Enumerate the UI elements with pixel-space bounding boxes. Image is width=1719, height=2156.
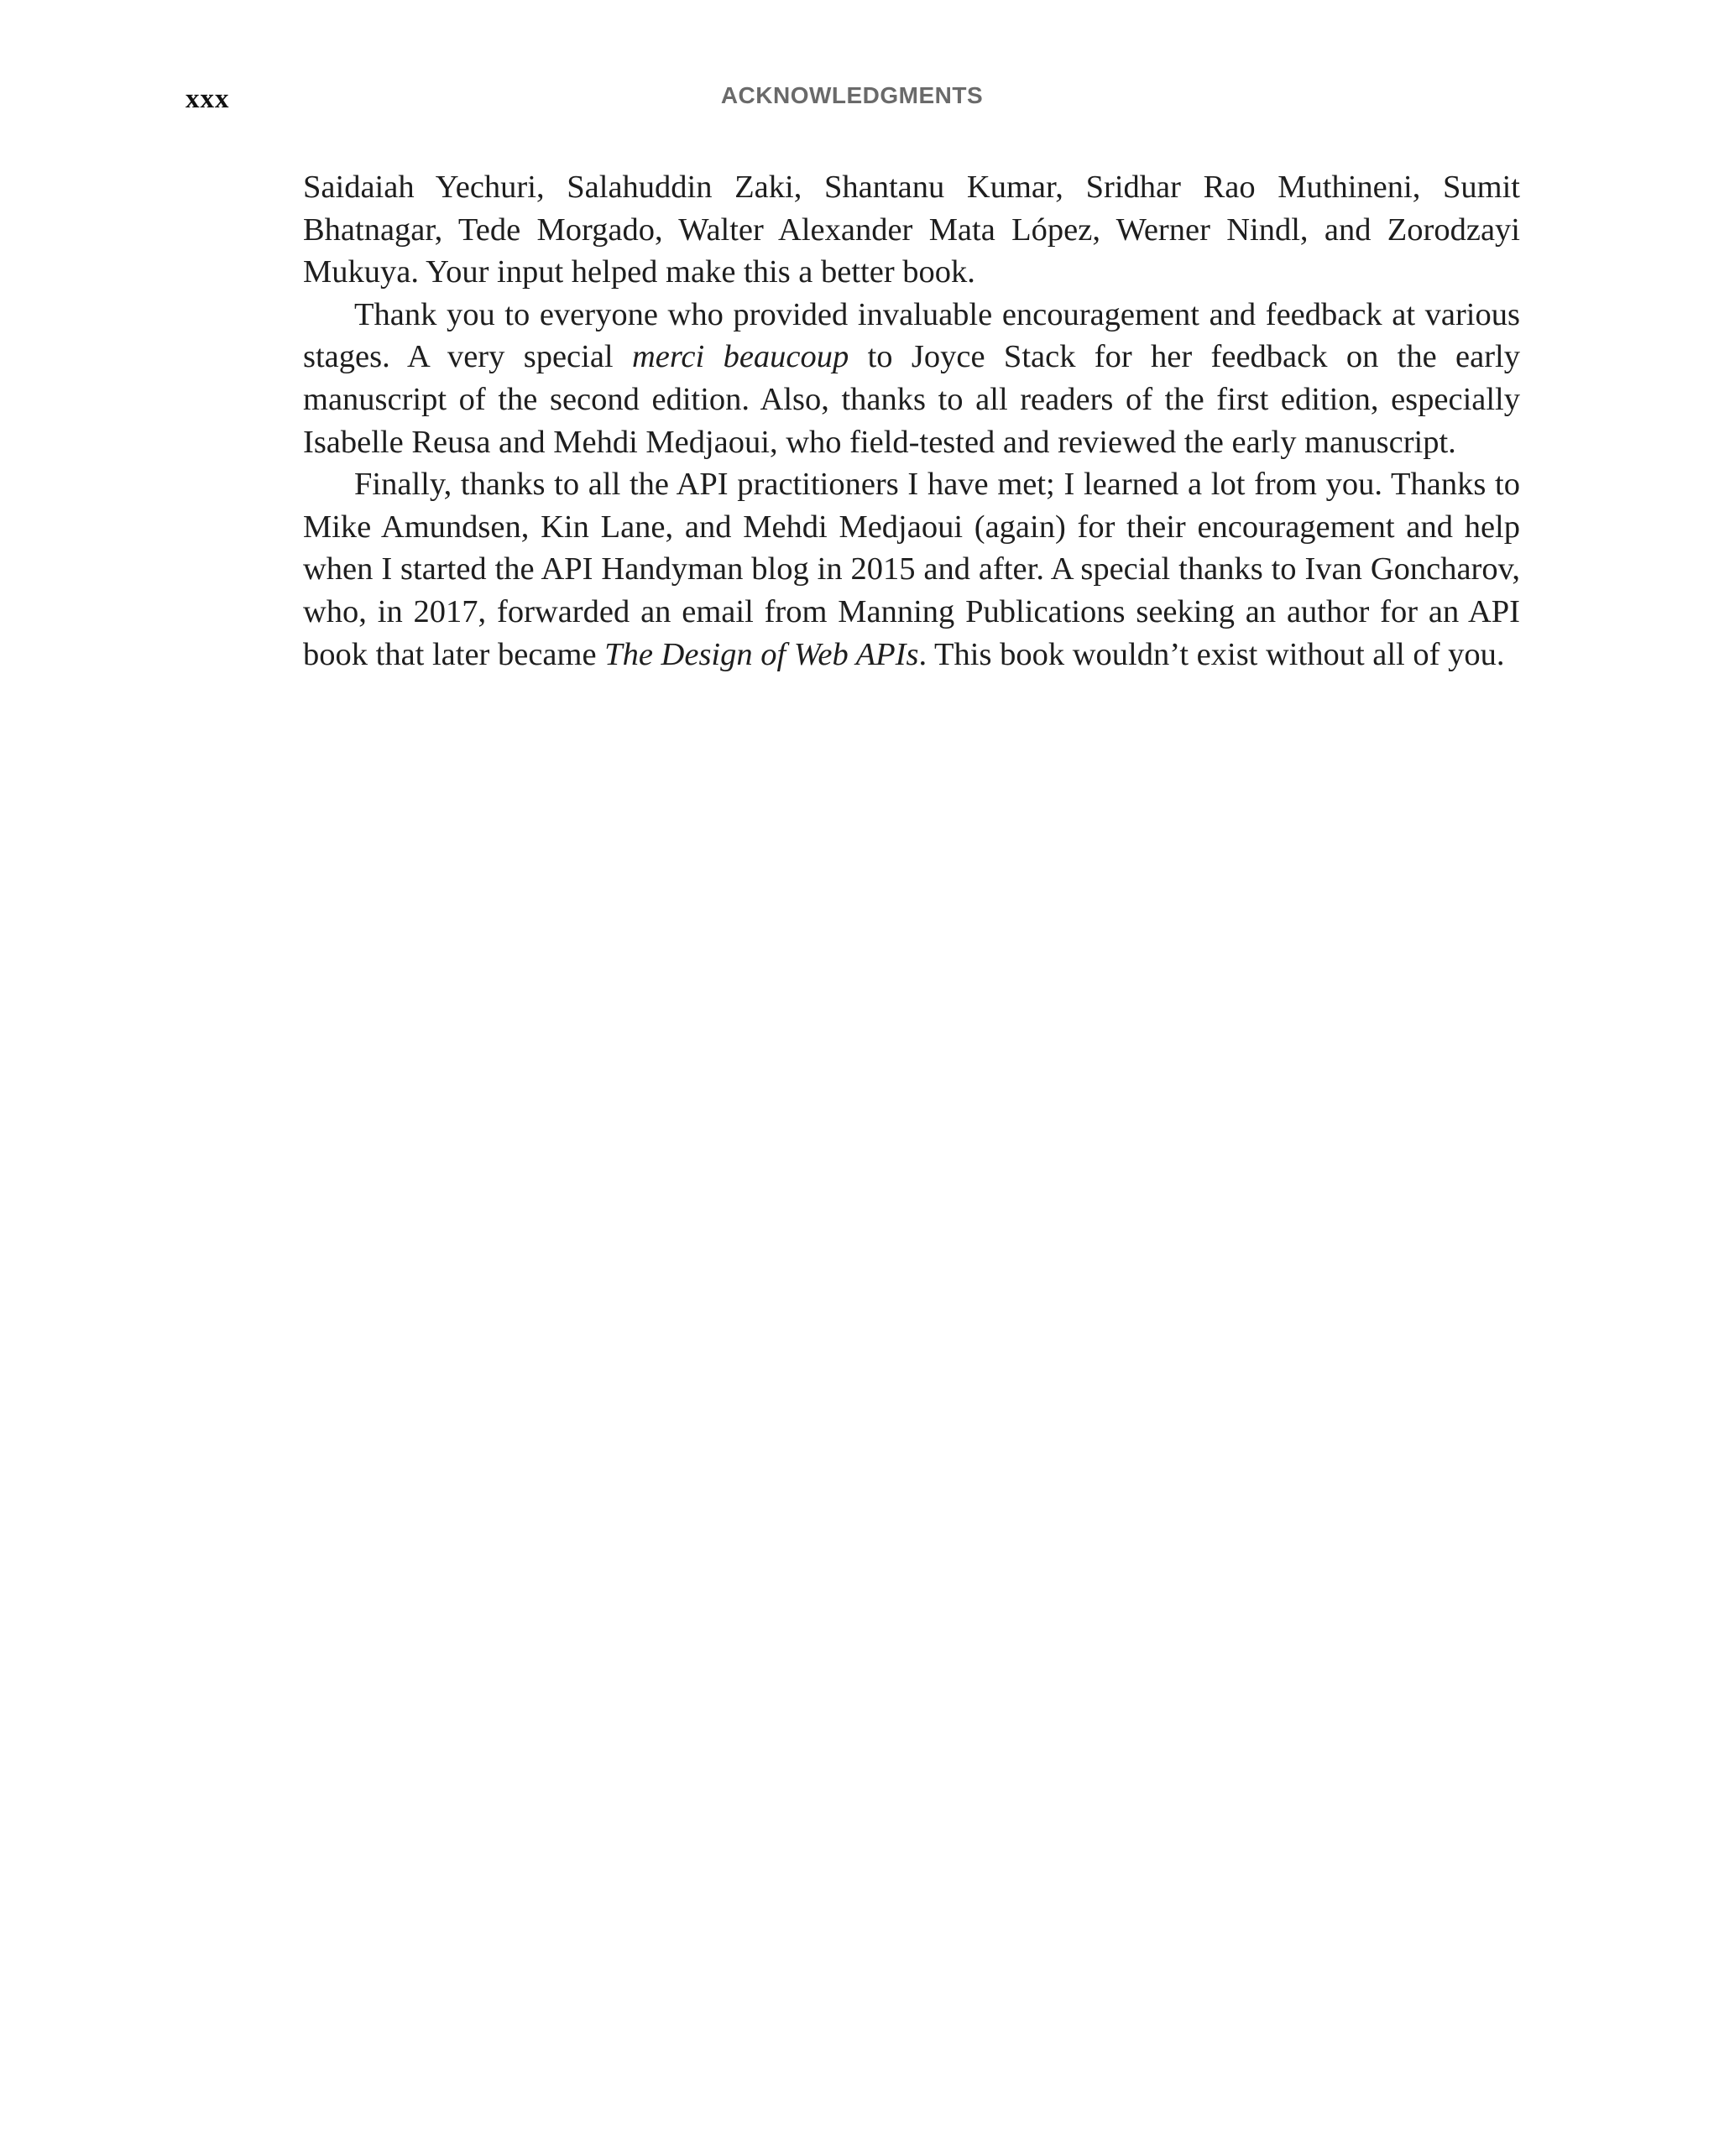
- paragraph-encouragement: [303, 294, 1520, 463]
- page-header: [0, 81, 1719, 123]
- emphasis-merci-beaucoup: merci beaucoup: [631, 339, 849, 375]
- running-head: ACKNOWLEDGMENTS: [720, 82, 984, 108]
- paragraph-text-after: . This book wouldn’t exist without all of you.: [918, 636, 1505, 672]
- paragraph-text-before: Finally, thanks to all the API practitioners I have met; I learned a lot from you. Thanks to Mike Amundsen, Kin Lane, and Mehdi Medjaoui (again) for their encouragement and help when I started the API Handyman blog in 2015 and after. A special thanks to Ivan Goncharov, who, in 2017, forwarded an email from Manning Publications seeking an author for an API book that later became: [303, 467, 1520, 672]
- body-text: [303, 166, 1520, 676]
- page-number: xxx: [185, 84, 230, 114]
- paragraph-reviewers-continued: [303, 166, 1520, 294]
- paragraph-api-practitioners: [303, 463, 1520, 676]
- book-title-emphasis: The Design of Web APIs: [604, 636, 919, 672]
- paragraph-text-before: Thank you to everyone who provided invaluable encouragement and feedback at various stages. A very special: [303, 296, 1520, 375]
- paragraph-text: Saidaiah Yechuri, Salahuddin Zaki, Shantanu Kumar, Sridhar Rao Muthineni, Sumit Bhatnagar, Tede Morgado, Walter Alexander Mata López, Werner Nindl, and Zorodzayi Mukuya. Your input helped make this a better book.: [303, 170, 1520, 290]
- paragraph-text-after: to Joyce Stack for her feedback on the early manuscript of the second edition. Also, thanks to all readers of the first edition, especially Isabelle Reusa and Mehdi Medjaoui, who field-tested and reviewed the early manuscript.: [303, 339, 1520, 460]
